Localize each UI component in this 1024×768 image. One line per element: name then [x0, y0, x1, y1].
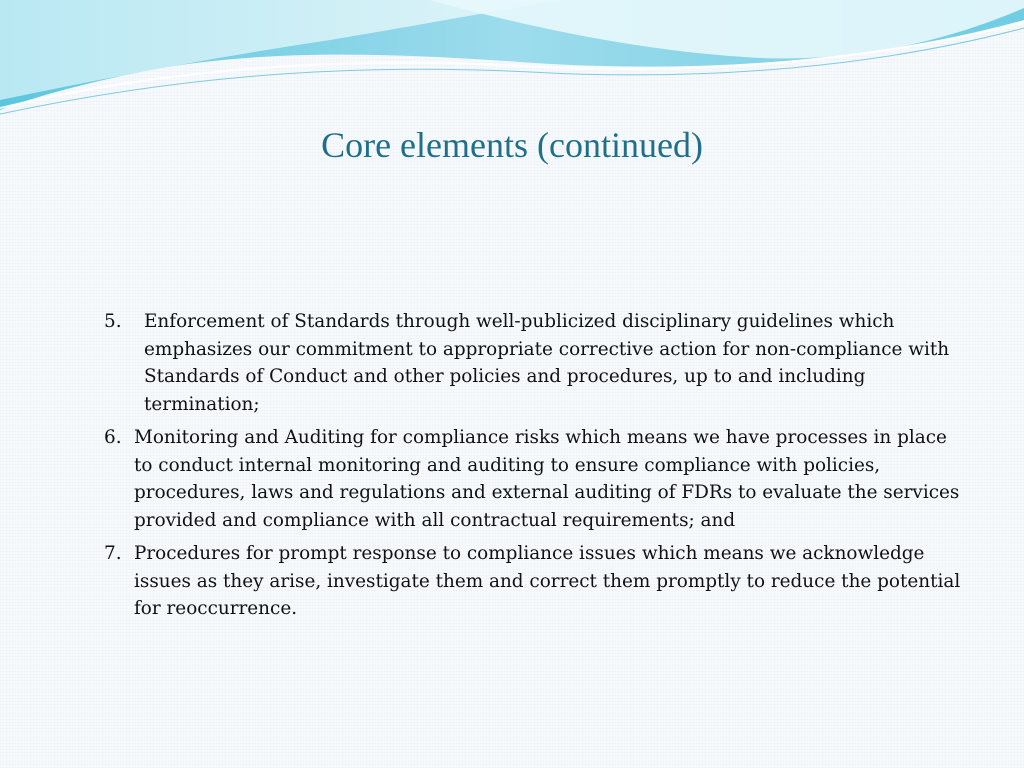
list-item-text: Procedures for prompt response to compliance issues which means we acknowledge issues as they arise, investigate them and correct them promptly to reduce the potential for reoccurrence.	[134, 543, 961, 619]
list-item	[104, 424, 964, 534]
list-item	[104, 540, 964, 623]
list-item-number: 5.	[104, 311, 122, 332]
content-list	[104, 308, 964, 629]
list-item-text: Enforcement of Standards through well-publicized disciplinary guidelines which emphasizes our commitment to appropriate corrective action for non-compliance with Standards of Conduct and other policies and procedures, up to and including termination;	[144, 311, 950, 415]
slide-title: Core elements (continued)	[321, 125, 703, 165]
list-item-number: 6.	[104, 427, 122, 448]
list-item-text: Monitoring and Auditing for compliance risks which means we have processes in place to conduct internal monitoring and auditing to ensure compliance with policies, procedures, laws and regulations and external auditing of FDRs to evaluate the services provided and compliance with all contractual requirements; and	[134, 427, 960, 531]
list-item	[104, 308, 964, 418]
header-wave-decoration	[0, 0, 1024, 130]
list-item-number: 7.	[104, 543, 122, 564]
